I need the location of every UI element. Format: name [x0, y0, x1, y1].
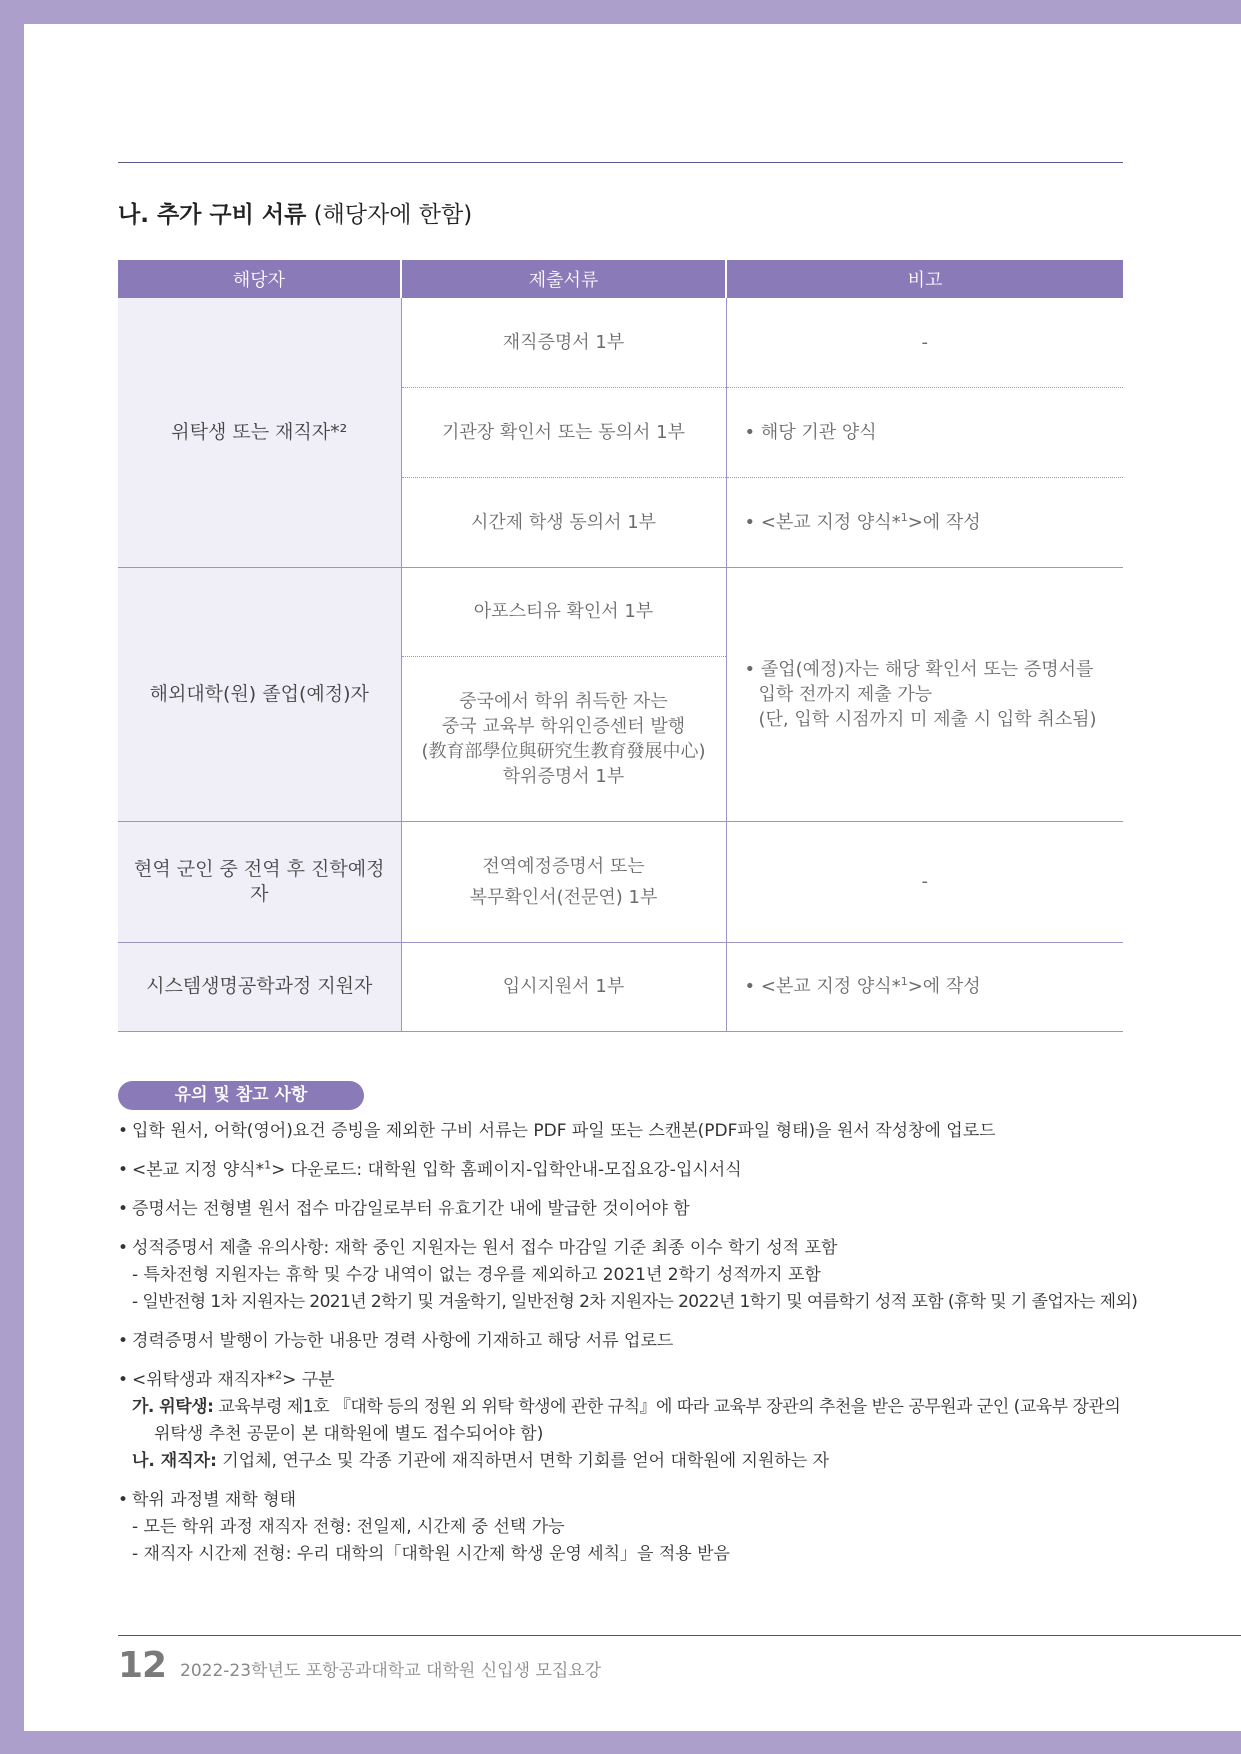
- section-title-rest: (해당자에 한함): [306, 202, 473, 228]
- remark-line: 입학 전까지 제출 가능: [758, 683, 933, 705]
- remark-line: • 졸업(예정)자는 해당 확인서 또는 증명서를: [744, 658, 1094, 680]
- footnote-mark: 1: [900, 510, 908, 524]
- header-applicant: 해당자: [118, 260, 401, 298]
- notice-title-badge: 유의 및 참고 사항: [118, 1081, 364, 1110]
- footnote-mark: 2: [275, 1368, 283, 1382]
- notice-text: > 구분: [282, 1370, 335, 1390]
- section-title-bold: 나. 추가 구비 서류: [118, 202, 307, 228]
- document-cell: 기관장 확인서 또는 동의서 1부: [401, 387, 726, 477]
- category-cell: 시스템생명공학과정 지원자: [118, 942, 401, 1031]
- table-row: [118, 942, 1123, 1031]
- document-line: (教育部學位與研究生教育發展中心): [421, 740, 706, 762]
- section-title: [118, 196, 472, 229]
- notice-item: • 성적증명서 제출 유의사항: 재학 중인 지원자는 원서 접수 마감일 기준 최종 이수 학기 성적 포함 - 특차전형 지원자는 휴학 및 수강 내역이 없는 경우를 제외하고 2021년 2학기 성적까지 포함 - 일반전형 1차 지원자는 2021년 2학기 및 겨울학기, 일반전형 2차 지원자는 2022년 1학기 및 여름학기 성적 포함 (휴학 및 기 졸업자는 제외): [118, 1235, 1128, 1316]
- page-number: 12: [118, 1645, 167, 1686]
- notice-text: 입학 원서, 어학(영어)요건 증빙을 제외한 구비 서류는 PDF 파일 또는 스캔본(PDF파일 형태)을 원서 작성창에 업로드: [132, 1121, 996, 1141]
- remark-cell: [726, 477, 1123, 567]
- document-line: 복무확인서(전문연) 1부: [469, 886, 658, 908]
- remark-line: (단, 입학 시점까지 미 제출 시 입학 취소됨): [758, 708, 1097, 730]
- remark-cell: [726, 942, 1123, 1031]
- document-cell: 입시지원서 1부: [401, 942, 726, 1031]
- notice-item: • 학위 과정별 재학 형태 - 모든 학위 과정 재직자 전형: 전일제, 시간제 중 선택 가능 - 재직자 시간제 전형: 우리 대학의「대학원 시간제 학생 운영 세칙」을 적용 받음: [118, 1487, 1128, 1568]
- remark-cell: [726, 567, 1123, 821]
- footer-divider: [118, 1635, 1241, 1636]
- document-line: 중국에서 학위 취득한 자는: [459, 690, 668, 712]
- definition-text: 교육부령 제1호 『대학 등의 정원 외 위탁 학생에 관한 규칙』에 따라 교육부 장관의 추천을 받은 공무원과 군인 (교육부 장관의: [213, 1397, 1121, 1417]
- page-frame-left: [0, 0, 24, 1754]
- notice-item: • <본교 지정 양식*$^1$> 다운로드: 대학원 입학 홈페이지-입학안내-모집요강-입시서식: [118, 1158, 742, 1180]
- page-frame-bottom: [0, 1731, 1241, 1754]
- table-row: [118, 298, 1123, 387]
- notice-text: 증명서는 전형별 원서 접수 마감일로부터 유효기간 내에 발급한 것이어야 함: [132, 1199, 690, 1219]
- notice-subtext: - 재직자 시간제 전형: 우리 대학의「대학원 시간제 학생 운영 세칙」을 적용 받음: [132, 1544, 730, 1564]
- notice-text: <본교 지정 양식*: [132, 1160, 265, 1180]
- page-frame-top: [0, 0, 1241, 24]
- header-documents: 제출서류: [401, 260, 726, 298]
- notice-subtext: - 모든 학위 과정 재직자 전형: 전일제, 시간제 중 선택 가능: [132, 1517, 565, 1537]
- notice-text: 학위 과정별 재학 형태: [132, 1490, 297, 1510]
- remark-cell: -: [726, 821, 1123, 942]
- document-line: 전역예정증명서 또는: [482, 855, 645, 877]
- document-cell: 아포스티유 확인서 1부: [401, 567, 726, 656]
- document-cell: [401, 656, 726, 821]
- document-line: 중국 교육부 학위인증센터 발행: [441, 715, 686, 737]
- notice-subtext: - 특차전형 지원자는 휴학 및 수강 내역이 없는 경우를 제외하고 2021년 2학기 성적까지 포함: [132, 1265, 821, 1285]
- notice-item: • 증명서는 전형별 원서 접수 마감일로부터 유효기간 내에 발급한 것이어야 함: [118, 1199, 690, 1219]
- notice-text: 경력증명서 발행이 가능한 내용만 경력 사항에 기재하고 해당 서류 업로드: [132, 1331, 674, 1351]
- footnote-mark: 1: [264, 1158, 272, 1172]
- remark-text: >에 작성: [907, 511, 981, 533]
- category-cell: 해외대학(원) 졸업(예정)자: [118, 567, 401, 821]
- notice-item: • 경력증명서 발행이 가능한 내용만 경력 사항에 기재하고 해당 서류 업로드: [118, 1331, 674, 1351]
- definition-term: 나. 재직자:: [132, 1451, 217, 1471]
- document-cell: 재직증명서 1부: [401, 298, 726, 387]
- notice-text: > 다운로드: 대학원 입학 홈페이지-입학안내-모집요강-입시서식: [271, 1160, 742, 1180]
- footnote-mark: 1: [900, 975, 908, 988]
- header-remarks: 비고: [726, 260, 1123, 298]
- table-header-row: [118, 260, 1123, 298]
- notice-item: • 입학 원서, 어학(영어)요건 증빙을 제외한 구비 서류는 PDF 파일 또는 스캔본(PDF파일 형태)을 원서 작성창에 업로드: [118, 1121, 996, 1141]
- definition-term: 가. 위탁생:: [132, 1397, 214, 1417]
- document-cell: 시간제 학생 동의서 1부: [401, 477, 726, 567]
- notice-text: 성적증명서 제출 유의사항: 재학 중인 지원자는 원서 접수 마감일 기준 최종 이수 학기 성적 포함: [132, 1238, 838, 1258]
- category-cell: 위탁생 또는 재직자*²: [118, 298, 401, 567]
- remark-cell: • 해당 기관 양식: [726, 387, 1123, 477]
- notice-subtext: - 일반전형 1차 지원자는 2021년 2학기 및 겨울학기, 일반전형 2차 지원자는 2022년 1학기 및 여름학기 성적 포함 (휴학 및 기 졸업자는 제외): [132, 1292, 1138, 1312]
- category-cell: 현역 군인 중 전역 후 진학예정자: [118, 821, 401, 942]
- definition-text: 위탁생 추천 공문이 본 대학원에 별도 접수되어야 함): [154, 1424, 544, 1444]
- footer-title: 2022-23학년도 포항공과대학교 대학원 신입생 모집요강: [180, 1661, 602, 1681]
- remark-text: • <본교 지정 양식*: [744, 511, 901, 533]
- document-cell: [401, 821, 726, 942]
- remark-cell: -: [726, 298, 1123, 387]
- remark-text: • <본교 지정 양식*: [744, 976, 901, 997]
- notice-list: [118, 1118, 1138, 1580]
- additional-documents-table: [118, 260, 1123, 1032]
- notice-item: • <위탁생과 재직자*$^2$> 구분 가. 위탁생: 교육부령 제1호 『대학 등의 정원 외 위탁 학생에 관한 규칙』에 따라 교육부 장관의 추천을 받은 공무원과 군인 (교육부 장관의 위탁생 추천 공문이 본 대학원에 별도 접수되어야 함) 나. 재직자: 기업체, 연구소 및 각종 기관에 재직하면서 면학 기회를 얻어 대학원에 지원하는 자: [118, 1367, 1128, 1475]
- definition-text: 기업체, 연구소 및 각종 기관에 재직하면서 면학 기회를 얻어 대학원에 지원하는 자: [216, 1451, 830, 1471]
- notice-text: <위탁생과 재직자*: [132, 1370, 276, 1390]
- document-line: 학위증명서 1부: [502, 765, 625, 787]
- table-row: [118, 567, 1123, 656]
- top-divider: [118, 162, 1123, 163]
- remark-text: >에 작성: [907, 976, 981, 997]
- table-row: [118, 821, 1123, 942]
